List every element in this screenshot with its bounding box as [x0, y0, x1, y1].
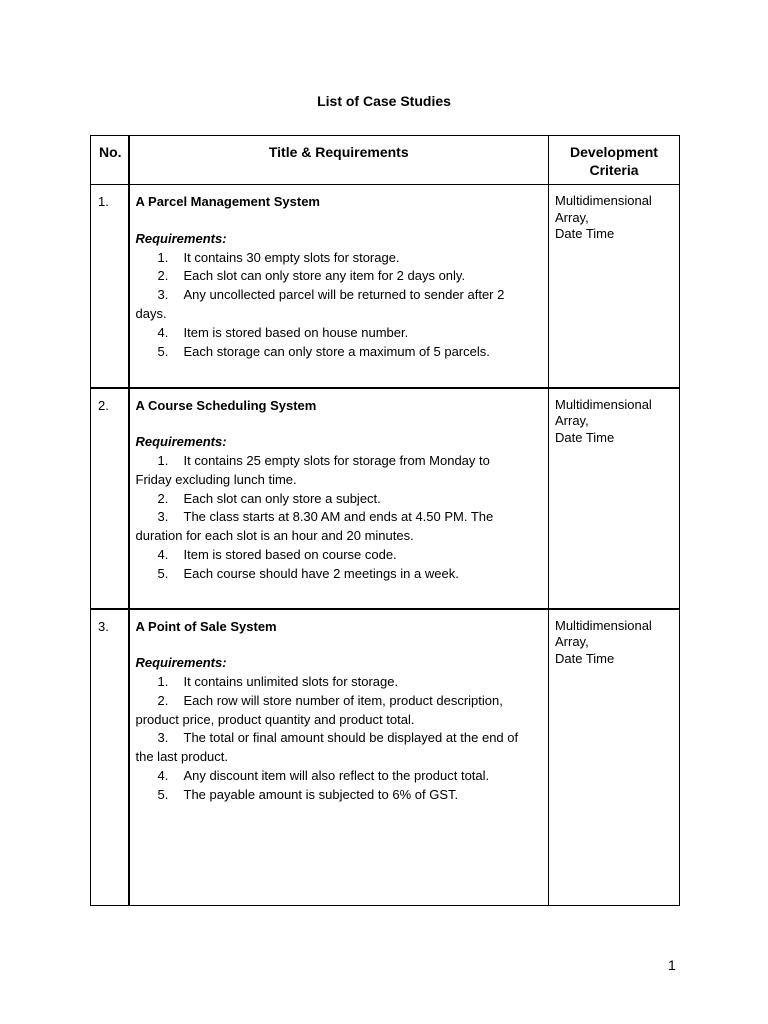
requirement-text: Any uncollected parcel will be returned to sender after 2	[183, 287, 505, 303]
criteria-line: Multidimensional	[555, 193, 652, 208]
case-number: 3.	[91, 609, 129, 906]
page-number: 1	[668, 957, 676, 973]
requirement-item	[136, 267, 543, 286]
requirement-line	[136, 249, 543, 268]
requirement-number: 5.	[157, 565, 169, 581]
requirement-text: The total or final amount should be displayed at the end of	[183, 730, 519, 746]
requirement-text: Each row will store number of item, product description,	[183, 692, 503, 708]
requirement-item	[136, 767, 543, 786]
requirement-text: Each slot can only store a subject.	[183, 490, 381, 506]
requirement-text: Each storage can only store a maximum of 5 parcels.	[183, 343, 490, 359]
requirement-text: The class starts at 8.30 AM and ends at 4.50 PM. The	[183, 509, 494, 525]
case-number: 2.	[91, 388, 129, 609]
criteria-line: Array,	[555, 413, 589, 428]
requirement-item	[136, 508, 543, 546]
requirement-text-continued: the last product.	[135, 749, 228, 765]
requirement-number: 4.	[157, 547, 169, 563]
requirement-item	[136, 452, 543, 490]
requirement-text: Item is stored based on course code.	[183, 547, 397, 563]
criteria-line: Date Time	[555, 650, 615, 666]
table-row	[91, 185, 680, 388]
case-studies-table	[90, 135, 680, 906]
development-criteria	[549, 609, 680, 906]
case-details	[129, 185, 549, 388]
table-row	[91, 388, 680, 609]
criteria-line: Multidimensional	[555, 396, 652, 412]
requirement-line	[136, 546, 543, 565]
requirement-item	[136, 729, 543, 767]
requirement-number: 3.	[157, 287, 169, 303]
header-development-criteria	[549, 136, 680, 185]
page-title: List of Case Studies	[317, 93, 451, 109]
requirement-number: 3.	[157, 509, 169, 525]
case-number: 1.	[91, 185, 129, 388]
requirement-line	[136, 452, 543, 471]
requirement-line	[136, 324, 543, 343]
requirement-item	[136, 343, 543, 362]
spacer	[136, 636, 543, 654]
requirement-number: 1.	[157, 249, 169, 265]
requirement-text-continued: product price, product quantity and product total.	[135, 711, 415, 727]
case-title: A Point of Sale System	[135, 618, 277, 634]
requirement-item	[136, 786, 543, 805]
requirement-item	[136, 546, 543, 565]
requirement-line	[136, 267, 543, 286]
requirement-item	[136, 249, 543, 268]
requirement-item	[136, 286, 543, 324]
criteria-line: Date Time	[555, 429, 615, 445]
development-criteria	[549, 185, 680, 388]
criteria-line: Array,	[555, 209, 589, 225]
requirement-text-continued: duration for each slot is an hour and 20 minutes.	[135, 528, 414, 544]
requirement-text: It contains 25 empty slots for storage from Monday to	[183, 453, 490, 469]
requirement-number: 5.	[157, 786, 169, 802]
requirement-text: Each slot can only store any item for 2 days only.	[183, 268, 466, 284]
requirement-item	[136, 692, 543, 730]
requirement-line	[136, 286, 543, 305]
header-title-requirements: Title & Requirements	[129, 136, 549, 185]
requirement-text-continued: Friday excluding lunch time.	[135, 471, 297, 487]
requirement-text: It contains 30 empty slots for storage.	[183, 249, 400, 265]
requirement-text: The payable amount is subjected to 6% of GST.	[183, 786, 459, 802]
case-details	[129, 609, 549, 906]
requirement-line	[136, 786, 543, 805]
requirement-line	[136, 673, 543, 692]
requirement-item	[136, 673, 543, 692]
requirement-text: Item is stored based on house number.	[183, 324, 409, 340]
requirement-number: 1.	[157, 674, 169, 690]
requirement-number: 3.	[157, 730, 169, 746]
case-title: A Parcel Management System	[135, 194, 320, 209]
criteria-line: Multidimensional	[555, 617, 652, 633]
requirement-text: Any discount item will also reflect to the product total.	[183, 768, 490, 784]
requirement-line	[136, 692, 543, 711]
criteria-line: Date Time	[555, 226, 615, 241]
requirement-line	[136, 508, 543, 527]
requirements-label: Requirements:	[135, 655, 227, 671]
requirement-item	[136, 490, 543, 509]
requirement-text-continued: days.	[135, 305, 167, 321]
criteria-line: Array,	[555, 634, 589, 649]
requirement-line	[136, 767, 543, 786]
case-details	[129, 388, 549, 609]
development-criteria	[549, 388, 680, 609]
requirement-item	[136, 565, 543, 584]
spacer	[136, 212, 543, 230]
header-criteria-line: Criteria	[589, 162, 639, 178]
requirement-line	[136, 343, 543, 362]
requirement-line	[136, 729, 543, 748]
header-criteria-line: Development	[570, 144, 658, 160]
requirement-number: 5.	[157, 343, 169, 359]
requirement-number: 4.	[157, 768, 169, 784]
requirement-number: 2.	[157, 268, 169, 284]
header-no: No.	[91, 136, 129, 185]
case-title: A Course Scheduling System	[135, 397, 317, 413]
requirement-item	[136, 324, 543, 343]
requirement-text: Each course should have 2 meetings in a week.	[183, 565, 459, 581]
table-header-row	[91, 136, 680, 185]
requirements-label: Requirements:	[135, 434, 227, 450]
requirement-line	[136, 490, 543, 509]
table-row	[91, 609, 680, 906]
requirements-label: Requirements:	[135, 230, 227, 246]
requirement-line	[136, 565, 543, 584]
spacer	[136, 415, 543, 433]
requirement-number: 2.	[157, 490, 169, 506]
requirement-number: 4.	[157, 324, 169, 340]
requirement-text: It contains unlimited slots for storage.	[183, 674, 399, 690]
requirement-number: 2.	[157, 692, 169, 708]
requirement-number: 1.	[157, 453, 169, 469]
